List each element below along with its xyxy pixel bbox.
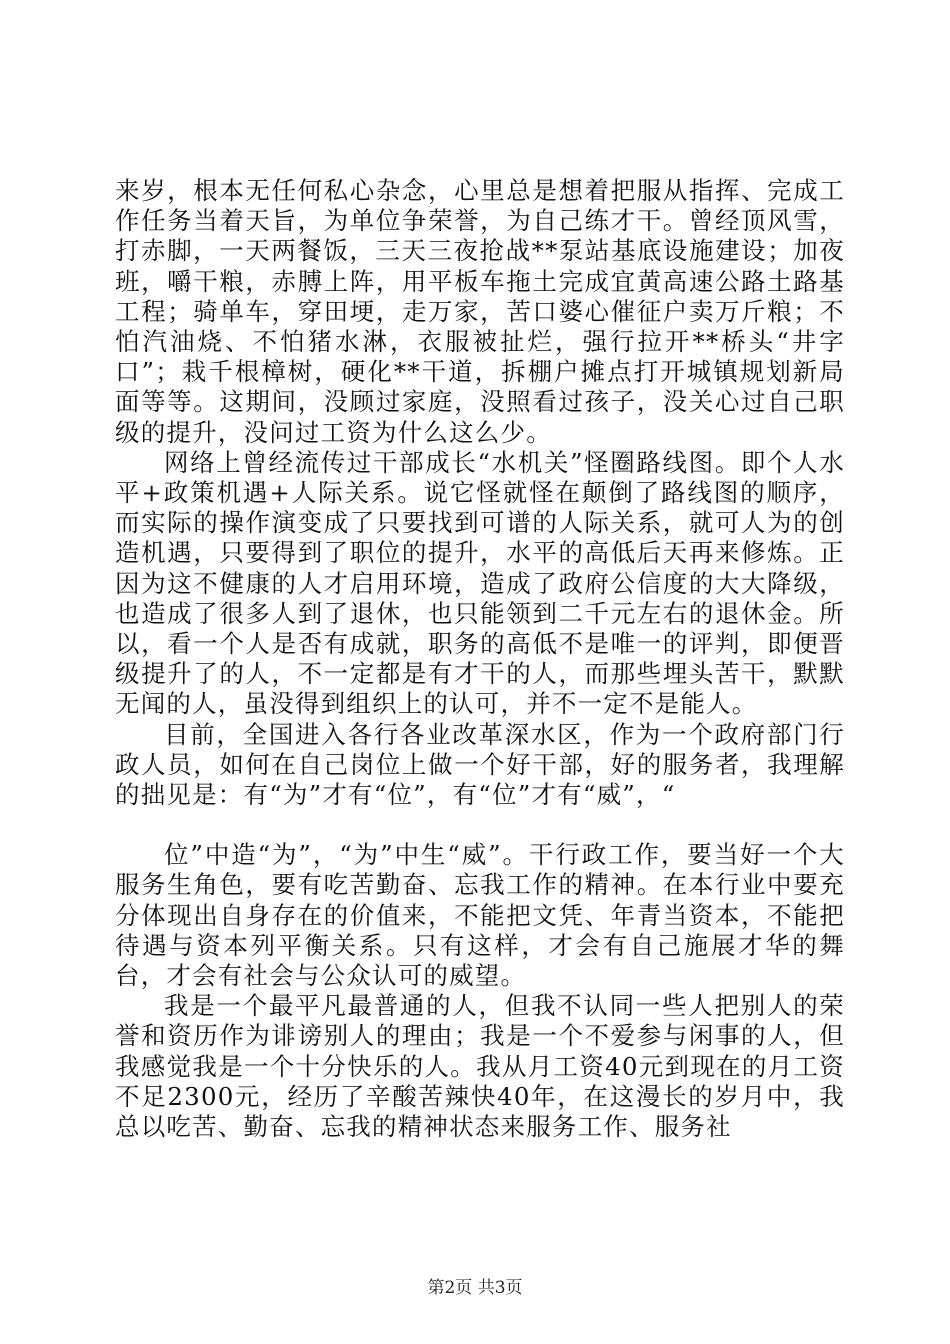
paragraph-5: 我是一个最平凡最普通的人，但我不认同一些人把别人的荣誉和资历作为诽谤别人的理由；我是一个不爱参与闲事的人，但我感觉我是一个十分快乐的人。我从月工资40元到现在的月工资不足2300元，经历了辛酸苦辣快40年，在这漫长的岁月中，我总以吃苦、勤奋、忘我的精神状态来服务工作、服务社 <box>115 991 845 1142</box>
document-body <box>115 176 845 1142</box>
paragraph-3: 目前，全国进入各行各业改革深水区，作为一个政府部门行政人员，如何在自己岗位上做一个好干部，好的服务者，我理解的拙见是：有“为”才有“位”，有“位”才有“威”，“ <box>115 719 845 810</box>
paragraph-4: 位”中造“为”，“为”中生“威”。干行政工作，要当好一个大服务生角色，要有吃苦勤奋、忘我工作的精神。在本行业中要充分体现出自身存在的价值来，不能把文凭、年青当资本，不能把待遇与资本列平衡关系。只有这样，才会有自己施展才华的舞台，才会有社会与公众认可的威望。 <box>115 840 845 991</box>
paragraph-1: 来岁，根本无任何私心杂念，心里总是想着把服从指挥、完成工作任务当着天旨，为单位争荣誉，为自己练才干。曾经顶风雪，打赤脚，一天两餐饭，三天三夜抢战**泵站基底设施建设；加夜班，嚼干粮，赤膊上阵，用平板车拖土完成宜黄高速公路土路基工程；骑单车，穿田埂，走万家，苦口婆心催征户卖万斤粮；不怕汽油烧、不怕猪水淋，衣服被扯烂，强行拉开**桥头“井字口”；栽千根樟树，硬化**干道，拆棚户摊点打开城镇规划新局面等等。这期间，没顾过家庭，没照看过孩子，没关心过自己职级的提升，没问过工资为什么这么少。 <box>115 176 845 447</box>
page-footer: 第2页 共3页 <box>427 1278 523 1298</box>
paragraph-2: 网络上曾经流传过干部成长“水机关”怪圈路线图。即个人水平+政策机遇+人际关系。说它怪就怪在颠倒了路线图的顺序，而实际的操作演变成了只要找到可谱的人际关系，就可人为的创造机遇，只要得到了职位的提升，水平的高低后天再来修炼。正因为这不健康的人才启用环境，造成了政府公信度的大大降级，也造成了很多人到了退休，也只能领到二千元左右的退休金。所以，看一个人是否有成就，职务的高低不是唯一的评判，即便晋级提升了的人，不一定都是有才干的人，而那些埋头苦干，默默无闻的人，虽没得到组织上的认可，并不一定不是能人。 <box>115 447 845 719</box>
